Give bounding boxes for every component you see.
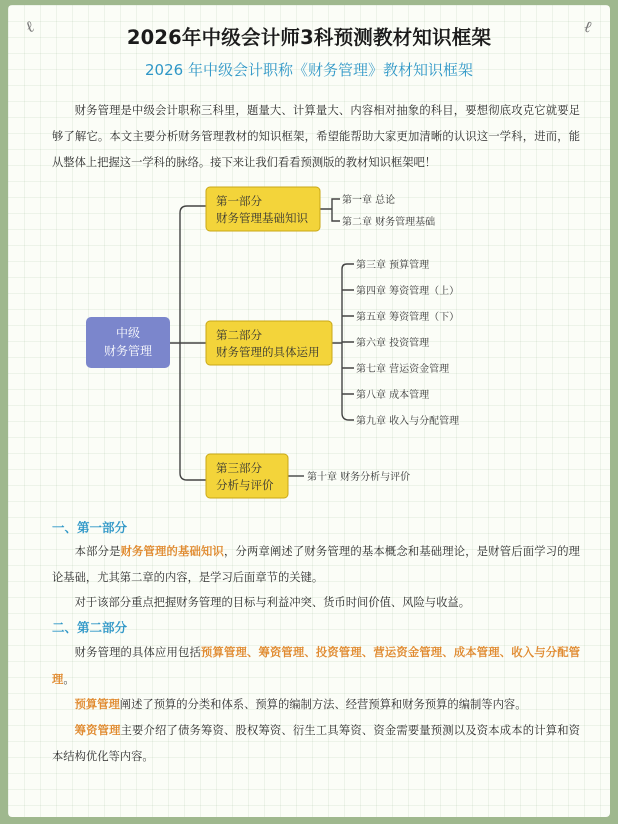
section2-paragraph: 预算管理阐述了预算的分类和体系、预算的编制方法、经营预算和财务预算的编制等内容。 [74,697,527,711]
chapter-label: 第四章 筹资管理（上） [356,286,460,297]
root-label-line2: 财务管理 [103,344,153,358]
binder-clip-icon: ℓ [581,16,596,37]
section1-paragraph: 本部分是财务管理的基础知识，分两章阐述了财务管理的基本概念和基础理论，是财管后面学习的理论基础，尤其第二章的内容，是学习后面章节的关键。 [52,544,580,584]
section-heading: 一、第一部分 [52,520,128,535]
intro-paragraph: 财务管理是中级会计职称三科里，题量大、计算量大、内容相对抽象的科目，要想彻底攻克它就要足够了解它。本文主要分析财务管理教材的知识框架，希望能帮助大家更加清晰的认识这一学科，进而，能从整体上把握这一学科的脉络。接下来让我们看看预测版的教材知识框架吧！ [52,104,580,169]
part-label-line1: 第一部分 [216,194,262,208]
part-label-line2: 财务管理基础知识 [216,211,308,225]
section1-paragraph: 对于该部分重点把握财务管理的目标与利益冲突、货币时间价值、风险与收益。 [74,596,470,609]
chapter-label: 第六章 投资管理 [356,338,430,349]
page-subtitle: 2026 年中级会计职称《财务管理》教材知识框架 [145,61,473,79]
chapter-label: 第三章 预算管理 [356,260,430,271]
highlight-text: 筹资管理 [74,723,121,737]
part-label-line1: 第二部分 [216,328,262,342]
chapter-label: 第八章 成本管理 [356,390,430,401]
chapter-label: 第五章 筹资管理（下） [356,312,460,323]
mindmap-part-node [206,321,332,365]
mindmap-root-node [86,317,170,368]
part-label-line2: 分析与评价 [216,478,274,492]
mindmap-part-node [206,454,288,498]
root-label-line1: 中级 [115,326,141,340]
highlight-text: 预算管理、筹资管理、投资管理、营运资金管理、成本管理、收入与分配管理 [52,645,580,686]
highlight-text: 财务管理的基础知识 [120,544,224,558]
chapter-label: 第一章 总论 [342,195,396,206]
part-label-line2: 财务管理的具体运用 [216,345,320,359]
document-page [8,5,610,817]
chapter-label: 第二章 财务管理基础 [342,217,436,228]
chapter-label: 第九章 收入与分配管理 [356,416,460,427]
binder-clip-icon: ℓ [22,16,37,37]
part-label-line1: 第三部分 [216,461,262,475]
section2-paragraph: 财务管理的具体应用包括预算管理、筹资管理、投资管理、营运资金管理、成本管理、收入与分配管理。 [52,645,580,686]
chapter-label: 第十章 财务分析与评价 [307,472,411,483]
page-title: 2026年中级会计师3科预测教材知识框架 [126,26,492,49]
mindmap-part-node [206,187,320,231]
highlight-text: 预算管理 [74,697,120,711]
section2-paragraph: 筹资管理主要介绍了债务筹资、股权筹资、衍生工具筹资、资金需要量预测以及资本成本的计算和资本结构优化等内容。 [52,723,580,763]
knowledge-mindmap [8,177,610,507]
chapter-label: 第七章 营运资金管理 [356,364,450,375]
section-heading: 二、第二部分 [52,620,128,635]
